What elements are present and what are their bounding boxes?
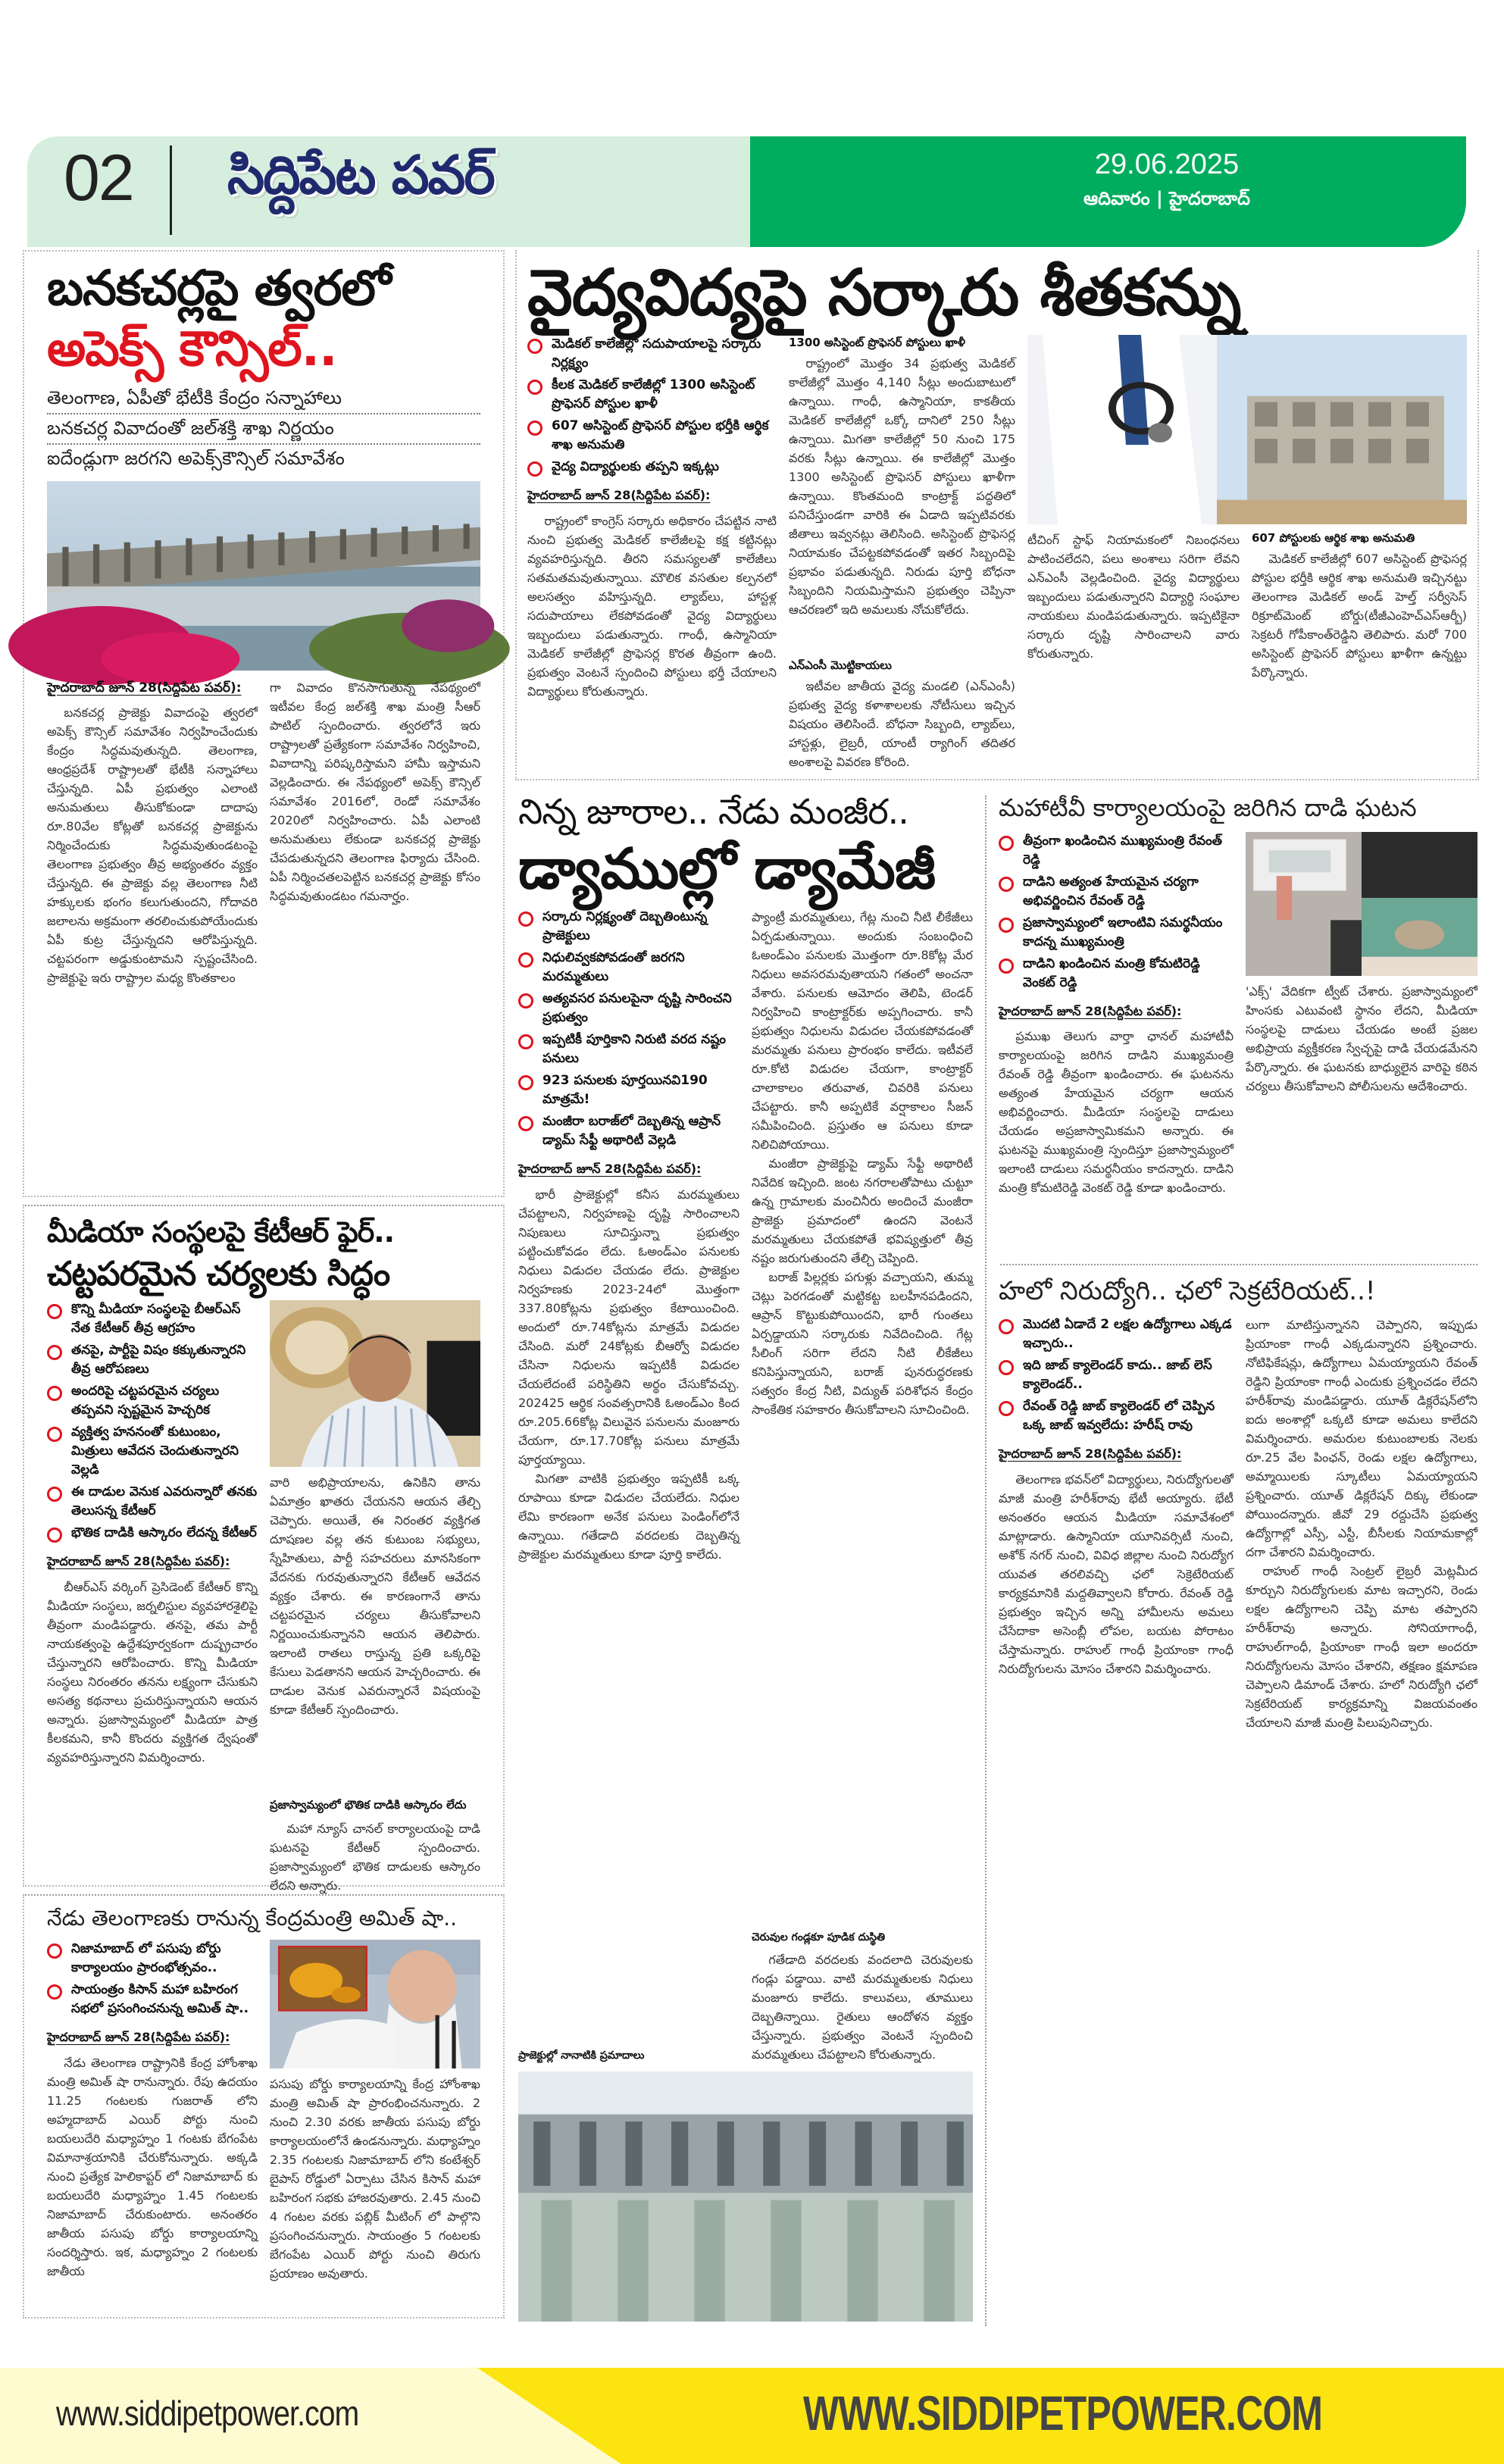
bullet-circle-icon: [999, 958, 1014, 974]
barrage-photo: [518, 2072, 974, 2322]
article-body-col1: రాష్ట్రంలో కాంగ్రెస్ సర్కారు అధికారం చేపట్టిన నాటి నుంచి ప్రభుత్వ మెడికల్ కాలేజీలపై కక్ష కట్టినట్లు వ్యవహరిస్తున్నది. తీరని సమస్యలతో కాలేజీలు సతమతమవుతున్నాయి. మౌలిక వసతుల కల్పనలో అలసత్వం వహిస్తున్నది. ల్యాబ్‌లు, హాస్టళ్ల సదుపాయాలు లేకపోవడంతో వైద్య విద్యార్థులు ఇబ్బందులు పడుతున్నారు. గాంధీ, ఉస్మానియా మెడికల్ కాలేజీల్లో ప్రొఫెసర్ల కొరత తీవ్రంగా ఉంది. ప్రభుత్వం వెంటనే స్పందించి పోస్టులు భర్తీ చేయాలని విద్యార్థులు కోరుతున్నారు.: [527, 513, 777, 699]
highlight-item: కీలక మెడికల్ కాలేజీల్లో 1300 అసిస్టెంట్ ప్రొఫెసర్ పోస్టుల ఖాళీ: [527, 376, 777, 414]
highlight-item: ప్రజాస్వామ్యంలో ఇలాంటివి సమర్థనీయం కాదన్న ముఖ్యమంత్రి: [999, 914, 1234, 952]
publication-day-place: ఆదివారం | హైదరాబాద్: [1083, 188, 1251, 209]
highlights-list: [518, 908, 739, 1153]
dateline: హైదరాబాద్ జూన్ 28(సిద్దిపేట పవర్):: [999, 1446, 1182, 1462]
highlight-item: నిజామాబాద్ లో పసుపు బోర్డు కార్యాలయం ప్రారంభోత్సవం..: [47, 1940, 258, 1978]
headline: నేడు తెలంగాణకు రానున్న కేంద్రమంత్రి అమిత్ షా..: [47, 1906, 458, 1931]
subhead: ఎన్‌ఎంసీ మొట్టికాయలు: [788, 658, 892, 672]
dateline: హైదరాబాద్ జూన్ 28(సిద్దిపేట పవర్):: [47, 680, 242, 696]
bullet-circle-icon: [527, 461, 543, 477]
masthead-divider: [170, 145, 172, 235]
highlight-item: 607 అసిస్టెంట్ ప్రొఫెసర్ పోస్టుల భర్తీకి ఆర్థిక శాఖ అనుమతి: [527, 417, 777, 455]
article-dams: [515, 788, 977, 2326]
page-number: 02: [64, 142, 133, 214]
highlight-item: అత్యవసర పనులపైనా దృష్టి సారించని ప్రభుత్వం: [518, 990, 739, 1027]
person-portrait-image: [270, 1300, 480, 1467]
headline: డ్యాముల్లో డ్యామేజీ: [518, 836, 935, 902]
article-body-col2: పసుపు బోర్డు కార్యాలయాన్ని కేంద్ర హోంశాఖ మంత్రి అమిత్ షా ప్రారంభించనున్నారు. 2 నుంచి 2.30 వరకు జాతీయ పసుపు బోర్డు కార్యాలయంలోనే ఉండనున్నారు. మధ్యాహ్నం 2.35 గంటలకు నిజామాబాద్ లోని కంటేశ్వర్ బైపాస్ రోడ్డులో ఏర్పాటు చేసిన కిసాన్ మహా బహిరంగ సభకు హాజరవుతారు. 2.45 నుంచి 4 గంటల వరకు పబ్లిక్ మీటింగ్ లో పాల్గొని ప్రసంగించనున్నారు. సాయంత్రం 5 గంటలకు బేగంపేట ఎయిర్ పోర్టు నుంచి తిరుగు ప్రయాణం అవుతారు.: [270, 2077, 480, 2281]
body-col1: [527, 335, 777, 771]
article-body-col4: మెడికల్ కాలేజీల్లో 607 అసిస్టెంట్ ప్రొఫెసర్ల పోస్టుల భర్తీకి ఆర్థిక శాఖ అనుమతి ఇచ్చినట్టు తెలంగాణ మెడికల్ అండ్ హెల్త్ సర్వీసెస్ రిక్రూట్‌మెంట్ బోర్డు(టీజీఎంహెచ్‌ఎస్‌ఆర్బీ) సెక్రటరీ గోపీకాంత్‌రెడ్డిని తెలిపారు. మరో 700 అసిస్టెంట్ ప్రొఫెసర్ పోస్టులు ఖాళీగా ఉన్నట్టు పేర్కొన్నారు.: [1252, 552, 1467, 680]
body-col34: [1027, 335, 1467, 771]
highlight-item: భౌతిక దాడికి ఆస్కారం లేదన్న కేటీఆర్: [47, 1524, 258, 1543]
headline: నిన్న జూరాల.. నేడు మంజీర..: [518, 791, 908, 832]
article-mahaatv: [994, 788, 1485, 1258]
article-amitshah: [23, 1894, 505, 2319]
bullet-circle-icon: [518, 993, 533, 1008]
article-body-col3: టీచింగ్ స్టాఫ్ నియామకంలో నిబంధనలు పాటించలేదని, పలు అంశాలు సరిగా లేవని ఎన్‌ఎంసీ వెల్లడించింది. వైద్య విద్యార్థులు ఇబ్బందులు పడుతున్నారని విద్యార్థి సంఘాల నాయకులు మండిపడుతున్నారు. ఇప్పటికైనా సర్కారు దృష్టి సారించాలని వారు కోరుతున్నారు.: [1027, 533, 1240, 661]
bullet-circle-icon: [47, 1304, 62, 1319]
body-col1: [47, 1940, 258, 2309]
speaker-image: [270, 1940, 480, 2068]
headline: మీడియా సంస్థలపై కేటీఆర్ ఫైర్..: [47, 1215, 395, 1249]
bullet-circle-icon: [518, 1075, 533, 1090]
bullet-circle-icon: [47, 1427, 62, 1442]
bullet-circle-icon: [47, 1345, 62, 1360]
subhead: 607 పోస్టులకు ఆర్థిక శాఖ అనుమతి: [1252, 531, 1415, 546]
article-body-col1: నేడు తెలంగాణ రాష్ట్రానికి కేంద్ర హోంశాఖ మంత్రి అమిత్ షా రానున్నారు. రేపు ఉదయం 11.25 గంటలకు గుజరాత్ లోని అహ్మదాబాద్ ఎయిర్ పోర్టు నుంచి బయలుదేరి మధ్యాహ్నం 1 గంటకు బేగంపేట విమానాశ్రయానికి చేరుకోనున్నారు. అక్కడి నుంచి ప్రత్యేక హెలికాప్టర్ లో నిజామాబాద్ కు బయలుదేరి మధ్యాహ్నం 1.45 గంటలకు నిజామాబాద్ చేరుకుంటారు. అనంతరం జాతీయ పసుపు బోర్డు కార్యాలయాన్ని సందర్శిస్తారు. ఇక, మధ్యాహ్నం 2 గంటలకు జాతీయ: [47, 2055, 258, 2278]
dateline: హైదరాబాద్ జూన్ 28(సిద్దిపేట పవర్):: [47, 2030, 230, 2045]
subhead: 1300 అసిస్టెంట్ ప్రొఫెసర్ పోస్టులు ఖాళీ: [788, 336, 965, 350]
website-link[interactable]: www.siddipetpower.com: [56, 2394, 359, 2433]
bullet-circle-icon: [47, 1984, 62, 2000]
bullet-circle-icon: [518, 1034, 533, 1049]
column-separator: [985, 796, 987, 2326]
article-body-col1: బీఆర్ఎస్ వర్కింగ్ ప్రెసిడెంట్ కేటీఆర్ కొన్ని మీడియా సంస్థలు, జర్నలిస్టుల వ్యవహారశైలిపై తీవ్రంగా మండిపడ్డారు. తనపై, తమ పార్టీ నాయకత్వంపై ఉద్దేశపూర్వకంగా దుష్ప్రచారం చేస్తున్నారని ఆరోపించారు. కొన్ని మీడియా సంస్థలు నిరంతరం తనను లక్ష్యంగా చేసుకుని అసత్య కథనాలు ప్రచురిస్తున్నాయని ఆయన అన్నారు. ప్రజాస్వామ్యంలో మీడియా పాత్ర కీలకమని, కానీ కొందరు వ్యక్తిగత ద్వేషంతో వ్యవహరిస్తున్నారని విమర్శించారు.: [47, 1579, 258, 1765]
subhead: బనకచర్ల వివాదంతో జల్‌శక్తి శాఖ నిర్ణయం: [47, 414, 480, 445]
bullet-circle-icon: [999, 877, 1014, 892]
highlight-item: అందరిపై చట్టపరమైన చర్యలు తప్పవని స్పష్టమైన హెచ్చరిక: [47, 1382, 258, 1420]
article-body-col2: 'ఎక్స్' వేదికగా ట్వీట్ చేశారు. ప్రజాస్వామ్యంలో హింసకు ఎటువంటి స్థానం లేదని, మీడియా సంస్థలపై దాడులు చేయడం అంటే ప్రజల అభిప్రాయ వ్యక్తీకరణ స్వేచ్ఛపై దాడి చేయడమేనని పేర్కొన్నారు. ఈ ఘటనకు బాధ్యులైన వారిపై కఠిన చర్యలు తీసుకోవాలని పోలీసులను ఆదేశించారు.: [1246, 983, 1477, 1093]
body-col34-text: [1027, 530, 1467, 771]
body-col4: [1252, 530, 1467, 771]
article-body-columns: [527, 335, 1467, 771]
publication-date: 29.06.2025: [1094, 149, 1240, 180]
dateline: హైదరాబాద్ జూన్ 28(సిద్దిపేట పవర్):: [47, 1554, 230, 1569]
doctor-stethoscope-building-image: [1027, 335, 1467, 524]
body-col2: [270, 1300, 480, 1893]
article-body-col2: వారి అభిప్రాయాలను, ఉనికిని తాను ఏమాత్రం ఖాతరు చేయనని ఆయన తేల్చి చెప్పారు. అయితే, ఈ నిరంతర వ్యక్తిగత దూషణల వల్ల తన కుటుంబ సభ్యులు, స్నేహితులు, పార్టీ సహచరులు మానసికంగా వేదనకు గురవుతున్నారని కేటీఆర్ ఆవేదన వ్యక్తం చేశారు. ఈ కారణంగానే తాను చట్టపరమైన చర్యలు తీసుకోవాలని నిర్ణయించుకున్నానని ఆయన తెలిపారు. ఇలాంటి రాతలు రాస్తున్న ప్రతి ఒక్కరిపై కేసులు పెడతానని ఆయన హెచ్చరించారు. ఈ దాడుల వెనుక ఎవరున్నారనే విషయంపై కూడా కేటీఆర్ స్పందించారు.: [270, 1475, 480, 1718]
separator: [1000, 1264, 1477, 1265]
headline: చట్టపరమైన చర్యలకు సిద్ధం: [47, 1254, 390, 1293]
bullet-circle-icon: [518, 952, 533, 968]
highlights-list: [527, 335, 777, 480]
article-body-col1: ప్రముఖ తెలుగు వార్తా ఛానల్ మహాటీవీ కార్యాలయంపై జరిగిన దాడిని ముఖ్యమంత్రి రేవంత్ రెడ్డి తీవ్రంగా ఖండించారు. ఈ ఘటనను అత్యంత హేయమైన చర్యగా ఆయన అభివర్ణించారు. మీడియా సంస్థలపై దాడులు చేయడం అప్రజాస్వామికమని అన్నారు. ఈ ఘటనపై ముఖ్యమంత్రి స్పందిస్తూ ప్రజాస్వామ్యంలో ఇలాంటి దాడులు సమర్థనీయం కాదన్నారు. దాడిని మంత్రి కోమటిరెడ్డి వెంకట్ రెడ్డి కూడా ఖండించారు.: [999, 1029, 1234, 1196]
body-col1: [999, 832, 1234, 1253]
article-body-columns: [47, 678, 480, 1187]
highlight-item: దాడిని అత్యంత హేయమైన చర్యగా అభివర్ణించిన రేవంత్ రెడ్డి: [999, 873, 1234, 911]
article-body-columns: [518, 908, 974, 2064]
bullet-circle-icon: [999, 1319, 1014, 1334]
bullet-circle-icon: [47, 1527, 62, 1543]
highlight-item: దాడిని ఖండించిన మంత్రి కోమటిరెడ్డి వెంకట్ రెడ్డి: [999, 955, 1234, 993]
bullet-circle-icon: [47, 1386, 62, 1401]
highlight-item: మెడికల్ కాలేజీల్లో సదుపాయాలపై సర్కారు నిర్లక్ష్యం: [527, 335, 777, 373]
body-col1: [47, 1300, 258, 1876]
body-col2: [270, 1940, 480, 2309]
article-body-columns: [999, 1315, 1481, 2322]
article-medical: [515, 250, 1479, 780]
bullet-circle-icon: [999, 918, 1014, 933]
bullet-circle-icon: [527, 421, 543, 436]
damaged-car-image: [1246, 832, 1477, 976]
dateline: హైదరాబాద్ జూన్ 28(సిద్దిపేట పవర్):: [518, 1161, 702, 1176]
bullet-circle-icon: [999, 836, 1014, 851]
highlight-item: రేవంత్ రెడ్డి జాబ్ క్యాలెండర్ లో చెప్పిన ఒక్క జాబ్ ఇవ్వలేదు: హరీష్ రావు: [999, 1397, 1234, 1435]
highlight-item: సాయంత్రం కిసాన్ మహా బహిరంగ సభలో ప్రసంగించనున్న అమిత్ షా..: [47, 1981, 258, 2018]
article-body-col2: లుగా మాటిస్తున్నానని చెప్పారని, ఇప్పుడు ప్రియాంకా గాంధీ ఎక్కడున్నారని ప్రశ్నించారు. నోటిఫికేషన్లు, ఉద్యోగాలు ఏమయ్యాయని రేవంత్ రెడ్డిని ప్రియాంకా గాంధీ ఎందుకు ప్రశ్నించడం లేదని హరీశ్‌రావు మండిపడ్డారు. యూత్ డిక్లరేషన్‌లోని ఐదు అంశాల్లో ఒక్కటి కూడా అమలు కాలేదని విమర్శించారు. అమరుల కుటుంబాలకు నెలకు రూ.25 వేల పింఛన్, రెండు లక్షల ఉద్యోగాలు, అమ్మాయిలకు స్కూటీలు ఏమయ్యాయని ప్రశ్నించారు. యూత్ డిక్లరేషన్ దిక్కు లేకుండా పోయిందన్నారు. జీవో 29 రద్దుచేసి ప్రభుత్వ ఉద్యోగాల్లో ఎస్సీ, ఎస్టీ, బీసీలకు నియామకాల్లో దగా చేశారని విమర్శించారు. రాహుల్ గాంధీ సెంట్రల్ లైబ్రరీ మెట్లమీద కూర్చుని నిరుద్యోగులకు మాట ఇచ్చారని, రెండు లక్షల ఉద్యోగాలని చెప్పి మాట తప్పారని హరీశ్‌రావు అన్నారు. సోనియాగాంధీ, రాహుల్‌గాంధీ, ప్రియాంకా గాంధీ ఇలా అందరూ నిరుద్యోగులను మోసం చేశారని, తక్షణం క్షమాపణ చెప్పాలని డిమాండ్ చేశారు. హలో నిరుద్యోగి ఛలో సెక్రటేరియట్ కార్యక్రమాన్ని విజయవంతం చేయాలని మాజీ మంత్రి పిలుపునిచ్చారు.: [1246, 1318, 1477, 1731]
body-col1: [518, 908, 739, 2064]
dateline: హైదరాబాద్ జూన్ 28(సిద్దిపేట పవర్):: [999, 1003, 1182, 1018]
bullet-circle-icon: [518, 911, 533, 927]
headline: మహాటీవీ కార్యాలయంపై జరిగిన దాడి ఘటన: [999, 793, 1417, 822]
highlights-list: [999, 832, 1234, 996]
highlight-item: సర్కారు నిర్లక్ష్యంతో దెబ్బతింటున్న ప్రాజెక్టులు: [518, 908, 739, 946]
highlight-item: వైద్య విద్యార్థులకు తప్పని ఇక్కట్లు: [527, 458, 777, 477]
article-ktr: [23, 1205, 505, 1893]
highlights-list: [47, 1300, 258, 1546]
highlight-item: నిధులివ్వకపోవడంతో జరగని మరమ్మతులు: [518, 949, 739, 987]
barrage-image: [518, 2072, 973, 2322]
article-body-columns: [47, 1300, 480, 1893]
article-body-col2: ప్యాంట్రీ మరమ్మతులు, గేట్ల నుంచి నీటి లీకేజీలు ఏర్పడుతున్నాయి. అందుకు సంబంధించి ఓఅండ్‌ఎం పనులకు మొత్తంగా రూ.8కోట్ల మేర నిధులు అవసరమవుతాయని గతంలో అంచనా వేశారు. పనులకు ఆమోదం తెలిపి, టెండర్ నిర్వహించి కాంట్రాక్టర్‌కు అప్పగించారు. కానీ ప్రభుత్వం నిధులను విడుదల చేయకపోవడంతో మరమ్మతు పనులు ప్రారంభం కాలేదు. ఇటీవలే రూ.కోటి విడుదల చేయగా, కాంట్రాక్టర్ చాలాకాలం తరువాత, చివరికి పనులు చేపట్టారు. కానీ అప్పటికే వర్షాకాలం సీజన్ సమీపించింది. ప్రస్తుతం ఆ పనులు కూడా నిలిచిపోయాయి. మంజీరా ప్రాజెక్టుపై డ్యామ్ సేఫ్టీ అథారిటీ నివేదిక ఇచ్చింది. జంట నగరాలతోపాటు చుట్టూ ఉన్న గ్రామాలకు మంచినీరు అందించే మంజీరా ప్రాజెక్టు ప్రమాదంలో ఉందని వెంటనే మరమ్మతులు చేయకపోతే భవిష్యత్తులో తీవ్ర నష్టం జరుగుతుందని తేల్చి చెప్పింది. బరాజ్ పిల్లర్లకు పగుళ్లు వచ్చాయని, తుమ్మ చెట్లు పెరగడంతో మట్టికట్ట బలహీనపడిందని, ఆప్రాన్ కొట్టుకుపోయిందని, భారీ గుంతలు ఏర్పడ్డాయని సర్కారుకు నివేదించింది. గేట్ల సీలింగ్ సరిగా లేదని నీటి లీకేజీలు కనిపిస్తున్నాయని, బరాజ్ పునరుద్ధరణకు సత్వరం కేంద్ర నీటి, విద్యుత్ పరిశోధన కేంద్రం సాంకేతిక సహకారం తీసుకోవాలని సూచించింది.: [752, 909, 973, 1417]
bullet-circle-icon: [527, 339, 543, 354]
bullet-circle-icon: [47, 1943, 62, 1959]
article-body-col1: భారీ ప్రాజెక్టుల్లో కనీస మరమ్మతులు చేపట్టాలని, నిర్వహణపై దృష్టి సారించాలని నిపుణులు సూచిస్తున్నా ప్రభుత్వం పట్టించుకోవడం లేదు. ఓఅండ్‌ఎం పనులకు నిధులు విడుదల చేయడం లేదు. ప్రాజెక్టుల నిర్వహణకు 2023-24లో మొత్తంగా 337.80కోట్లను ప్రభుత్వం కేటాయించింది. అందులో రూ.74కోట్లను మాత్రమే విడుదల చేసింది. మరో 24కోట్లకు బీఆర్వో విడుదల చేసినా నిధులను ఇప్పటికీ విడుదల చేయలేదంటే పరిస్థితిని అర్థం చేసుకోవచ్చు. 202425 ఆర్థిక సంవత్సరానికి ఓఅండ్‌ఎం కింద రూ.205.66కోట్ల విలువైన పనులను మంజూరు చేయగా, రూ.17.70కోట్ల పనులు మాత్రమే పూర్తయ్యాయి. మిగతా వాటికి ప్రభుత్వం ఇప్పటికీ ఒక్క రూపాయి కూడా విడుదల చేయలేదు. నిధుల లేమి కారణంగా అనేక పనులు పెండింగ్‌లోనే ఉన్నాయి. గతేడాది వరదలకు దెబ్బతిన్న ప్రాజెక్టుల మరమ్మతులు కూడా పూర్తి కాలేదు.: [518, 1187, 739, 1562]
headline: హలో నిరుద్యోగి.. ఛలో సెక్రటేరియట్..!: [999, 1276, 1376, 1306]
highlight-item: ఇప్పటికీ పూర్తికాని నిరుటి వరద నష్టం పనులు: [518, 1030, 739, 1068]
ktr-photo: [270, 1300, 480, 1467]
dam-image: [47, 481, 480, 671]
article-body-col1: తెలంగాణ భవన్‌లో విద్యార్థులు, నిరుద్యోగులతో మాజీ మంత్రి హరీశ్‌రావు భేటీ అయ్యారు. భేటీ అనంతరం ఆయన మీడియా సమావేశంలో మాట్లాడారు. ఉస్మానియా యూనివర్సిటీ నుంచి, అశోక్ నగర్ నుంచి, వివిధ జిల్లాల నుంచి నిరుద్యోగ యువత తరలివచ్చి ఛలో సెక్రెటేరియట్ కార్యక్రమానికి మద్దతివ్వాలని కోరారు. రేవంత్ రెడ్డి ప్రభుత్వం ఇచ్చిన అన్ని హామీలను అమలు చేసేదాకా అసెంబ్లీ లోపల, బయట పోరాటం చేస్తామన్నారు. రాహుల్ గాంధీ ప్రియాంకా గాంధీ నిరుద్యోగులను మోసం చేశారని విమర్శించారు.: [999, 1471, 1234, 1676]
website-link-large[interactable]: WWW.SIDDIPETPOWER.COM: [803, 2386, 1323, 2441]
bullet-circle-icon: [518, 1116, 533, 1131]
body-col2: [789, 335, 1015, 771]
subhead: ఐదేండ్లుగా జరగని అపెక్స్‌కౌన్సిల్ సమావేశం: [47, 447, 345, 469]
highlight-item: మంజీరా బరాజ్‌లో దెబ్బతిన్న ఆప్రాన్ డ్యామ్ సేఫ్టీ అథారిటీ వెల్లడి: [518, 1112, 739, 1150]
attack-photo: [1246, 832, 1477, 976]
highlights-list: [47, 1940, 258, 2022]
article-body-col2d: గతేడాది వరదలకు వందలాది చెరువులకు గండ్లు పడ్డాయి. వాటి మరమ్మతులకు నిధులు మంజూరు కాలేదు. కాలువలు, తూములు దెబ్బతిన్నాయి. రైతులు ఆందోళన వ్యక్తం చేస్తున్నారు. ప్రభుత్వం వెంటనే స్పందించి మరమ్మతులు చేపట్టాలని కోరుతున్నారు.: [752, 1953, 973, 2062]
bullet-circle-icon: [527, 380, 543, 395]
article-body-col2: రాష్ట్రంలో మొత్తం 34 ప్రభుత్వ మెడికల్ కాలేజీల్లో మొత్తం 4,140 సీట్లు అందుబాటులో ఉన్నాయి. గాంధీ, ఉస్మానియా, కాకతీయ మెడికల్ కాలేజీల్లో ఒక్కో దానిలో 250 సీట్లు ఉన్నాయి. మిగతా కాలేజీల్లో 50 నుంచి 175 వరకు సీట్లు ఉన్నాయి. ఈ కాలేజీల్లో మొత్తం 1300 అసిస్టెంట్ ప్రొఫెసర్ పోస్టులు ఖాళీగా ఉన్నాయి. కొంతమంది కాంట్రాక్ట్ పద్ధతిలో పనిచేస్తుండగా వారికి ఈ ఏడాది ఇప్పటివరకు జీతాలు ఇవ్వనట్లు తెలిసింది. అసిస్టెంట్ ప్రొఫెసర్ల నియామకం చేపట్టకపోవడంతో ఇతర సిబ్బందిపై ప్రభావం పడుతున్నది. నిరుడు పూర్తి బోధనా సిబ్బందిని నియమిస్తామని ప్రభుత్వం చెప్పినా ఆచరణలో ఇది అమలుకు నోచుకోలేదు.: [788, 356, 1015, 618]
highlight-item: కొన్ని మీడియా సంస్థలపై బీఆర్ఎస్ నేత కేటీఆర్ తీవ్ర ఆగ్రహం: [47, 1300, 258, 1338]
bullet-circle-icon: [999, 1360, 1014, 1375]
article-body-col2: గా వివాదం కొనసాగుతున్న నేపథ్యంలో ఇటీవల కేంద్ర జల్‌శక్తి శాఖ మంత్రి సీఆర్ పాటిల్ స్పందించారు. త్వరలోనే ఇరు రాష్ట్రాలతో ప్రత్యేకంగా సమావేశం నిర్వహించి, వివాదాన్ని పరిష్కరిస్తామని హామీ ఇస్తామని వెల్లడించారు. ఈ నేపథ్యంలో అపెక్స్ కౌన్సిల్ సమావేశం 2016లో, రెండో సమావేశం 2020లో నిర్వహించారు. ఏపీ ఎలాంటి అనుమతులు లేకుండా బనకచర్ల ప్రాజెక్టు చేపడుతున్నదని తెలంగాణ ఫిర్యాదు చేసింది. ఏపీ నిర్మించతలపెట్టిన బనకచర్ల ప్రాజెక్టు కోసం సిద్ధమవుతుండటం గమనార్హం.: [270, 680, 480, 903]
highlight-item: ఈ దాడుల వెనుక ఎవరున్నారో తనకు తెలుసన్న కేటీఆర్: [47, 1483, 258, 1521]
subhead: ప్రజాస్వామ్యంలో భౌతిక దాడికి ఆస్కారం లేదు: [270, 1798, 467, 1812]
dateline: హైదరాబాద్ జూన్ 28(సిద్దిపేట పవర్):: [527, 488, 711, 503]
bullet-circle-icon: [999, 1401, 1014, 1416]
highlights-list: [999, 1315, 1234, 1438]
headline-red: అపెక్స్ కౌన్సిల్..: [47, 321, 337, 378]
bullet-circle-icon: [47, 1487, 62, 1502]
medical-photo: [1027, 335, 1467, 524]
article-body-columns: [999, 832, 1481, 1253]
article-unemployed: [994, 1270, 1485, 2326]
article-body-col2b: ఇటీవల జాతీయ వైద్య మండలి (ఎన్‌ఎంసీ) ప్రభుత్వ వైద్య కళాశాలలకు నోటీసులు ఇచ్చిన విషయం తెలిసిందే. బోధనా సిబ్బంది, ల్యాబ్‌లు, హాస్టళ్లు, లైబ్రరీ, యాంటీ ర్యాగింగ్ తదితర అంశాలపై వివరణ కోరింది.: [788, 679, 1015, 769]
subhead: చెరువుల గండ్లకూ పూడిక దుస్థితి: [752, 1931, 886, 1944]
body-col1: [999, 1315, 1234, 2322]
subhead: తెలంగాణ, ఏపీతో భేటీకి కేంద్రం సన్నాహాలు: [47, 384, 480, 414]
highlight-item: 923 పనులకు పూర్తయినవి190 మాత్రమే!: [518, 1071, 739, 1109]
highlight-item: వ్యక్తిత్వ హననంతో కుటుంబం, మిత్రులు ఆవేదన చెందుతున్నారని వెల్లడి: [47, 1423, 258, 1480]
headline: బనకచర్లపై త్వరలో: [47, 261, 391, 317]
headline: వైద్యవిద్యపై సర్కారు శీతకన్ను: [527, 255, 1241, 330]
article-body-col2b: మహా న్యూస్ చానల్ కార్యాలయంపై దాడి ఘటనపై కేటీఆర్ స్పందించారు. ప్రజాస్వామ్యంలో భౌతిక దాడులకు ఆస్కారం లేదని అన్నారు.: [270, 1821, 480, 1893]
highlight-item: మొదటి ఏడాదే 2 లక్షల ఉద్యోగాలు ఎక్కడ ఇచ్చారు..: [999, 1315, 1234, 1353]
highlight-item: తీవ్రంగా ఖండించిన ముఖ్యమంత్రి రేవంత్ రెడ్డి: [999, 832, 1234, 870]
body-col2: [1246, 832, 1477, 1253]
article-body-columns: [47, 1940, 480, 2309]
highlight-item: తనపై, పార్టీపై విషం కక్కుతున్నారని తీవ్ర ఆరోపణలు: [47, 1341, 258, 1379]
subheads: [47, 384, 480, 474]
dam-photo: [47, 481, 480, 671]
subhead: ప్రాజెక్టుల్లో నానాటికి ప్రమాదాలు: [518, 2050, 645, 2062]
article-banakacharla: [23, 250, 505, 1197]
body-col1: [47, 678, 258, 1187]
body-col2: [752, 908, 973, 2064]
newspaper-logo: సిద్దిపేట పవర్: [227, 144, 494, 206]
amitshah-photo: [270, 1940, 480, 2068]
article-body-col1: బనకచర్ల ప్రాజెక్టు వివాదంపై త్వరలో అపెక్స్ కౌన్సిల్ సమావేశం నిర్వహించేందుకు కేంద్రం సిద్ధమవుతున్నది. తెలంగాణ, ఆంధ్రప్రదేశ్ రాష్ట్రాలతో భేటీకి సన్నాహాలు చేస్తున్నది. ఏపీ ప్రభుత్వం ఎలాంటి అనుమతులు తీసుకోకుండా దాదాపు రూ.80వేల కోట్లతో బనకచర్ల ప్రాజెక్టును నిర్మించేందుకు సిద్ధమవుతుండటంపై తెలంగాణ ప్రభుత్వం తీవ్ర అభ్యంతరం వ్యక్తం చేస్తున్నది. ఈ ప్రాజెక్టు వల్ల తెలంగాణ నీటి హక్కులకు భంగం కలుగుతుందని, గోదావరి జలాలను అక్రమంగా తరలించుకుపోయేందుకు ఏపీ కుట్ర చేస్తున్నదని ఆరోపిస్తున్నది. చట్టపరంగా అడ్డుకుంటామని స్పష్టంచేసింది. ప్రాజెక్టుపై ఇరు రాష్ట్రాల మధ్య కొంతకాలం: [47, 705, 258, 985]
highlight-item: ఇది జాబ్ క్యాలెండర్ కాదు.. జాబ్ లెస్ క్యాలెండర్..: [999, 1356, 1234, 1394]
